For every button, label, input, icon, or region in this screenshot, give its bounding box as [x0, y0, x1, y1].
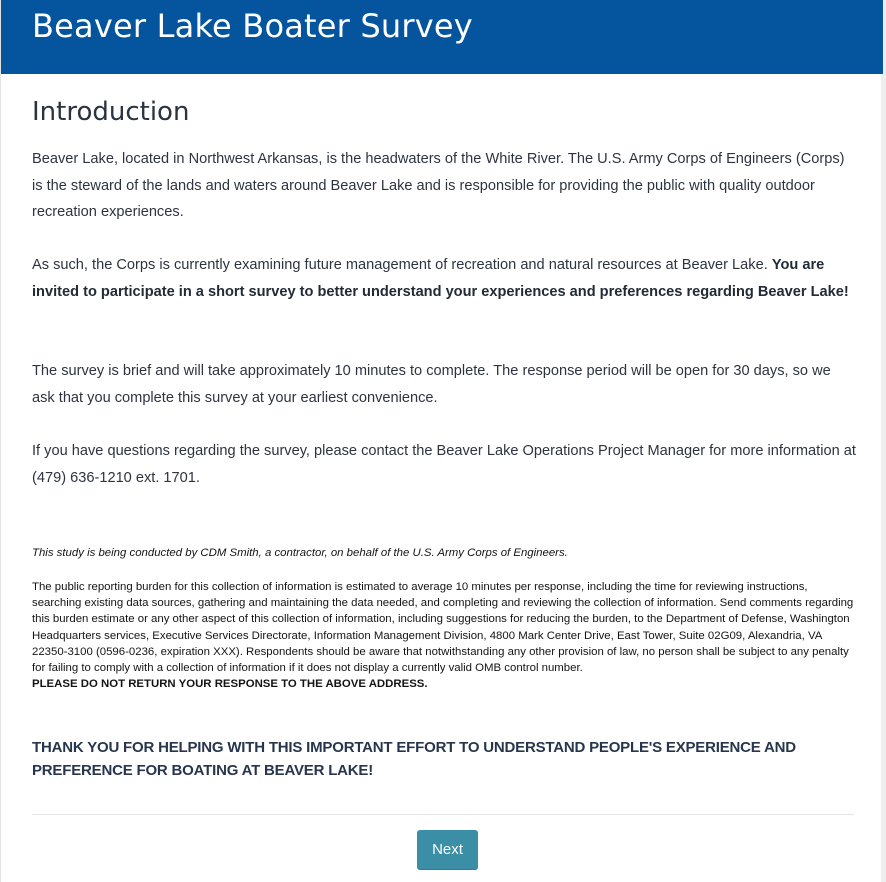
survey-title: Beaver Lake Boater Survey — [32, 7, 473, 45]
section-title: Introduction — [32, 97, 190, 127]
thank-you-message: THANK YOU FOR HELPING WITH THIS IMPORTANT EFFORT TO UNDERSTAND PEOPLE'S EXPERIENCE AND PREFERENCE FOR BOATING AT BEAVER LAKE! — [32, 739, 796, 779]
do-not-return-notice: PLEASE DO NOT RETURN YOUR RESPONSE TO THE ABOVE ADDRESS. — [32, 678, 428, 691]
burden-statement-text: The public reporting burden for this collection of information is estimated to average 10 minutes per response, including the time for reviewing instructions, searching existing data sources, gathering and maintaining the data needed, and completing and reviewing the collection of information. Send comments regarding this burden estimate or any other aspect of this collection of information, including suggestions for reducing the burden, to the Department of Defense, Washington Headquarters services, Executive Services Directorate, Information Management Division, 4800 Mark Center Drive, East Tower, Suite 02G09, Alexandria, VA 22350-3100 (0596-0236, expiration XXX). Respondents should be aware that notwithstanding any other provision of law, no person shall be subject to any penalty for failing to comply with a collection of information if it does not display a currently valid OMB control number. — [32, 581, 854, 675]
contact-paragraph: If you have questions regarding the survey, please contact the Beaver Lake Operations Project Manager for more information at (479) 636-1210 ext. 1701. — [32, 443, 856, 486]
intro-paragraph-2-text: As such, the Corps is currently examining future management of recreation and natural resources at Beaver Lake. — [32, 257, 772, 273]
conducted-by-note: This study is being conducted by CDM Smith, a contractor, on behalf of the U.S. Army Corps of Engineers. — [32, 547, 568, 559]
intro-paragraph-2 — [32, 252, 857, 305]
survey-header — [1, 0, 883, 74]
burden-statement — [32, 579, 854, 692]
next-button[interactable]: Next — [417, 830, 478, 870]
footer-divider — [32, 814, 854, 815]
intro-paragraph-1: Beaver Lake, located in Northwest Arkansas, is the headwaters of the White River. The U.S. Army Corps of Engineers (Corps) is the steward of the lands and waters around Beaver Lake and is responsible for providing the public with quality outdoor recreation experiences. — [32, 151, 845, 220]
invitation-text: You are invited to participate in a short survey to better understand your experiences and preferences regarding Beaver Lake! — [32, 257, 849, 300]
intro-paragraph-3: The survey is brief and will take approximately 10 minutes to complete. The response period will be open for 30 days, so we ask that you complete this survey at your earliest convenience. — [32, 363, 831, 406]
